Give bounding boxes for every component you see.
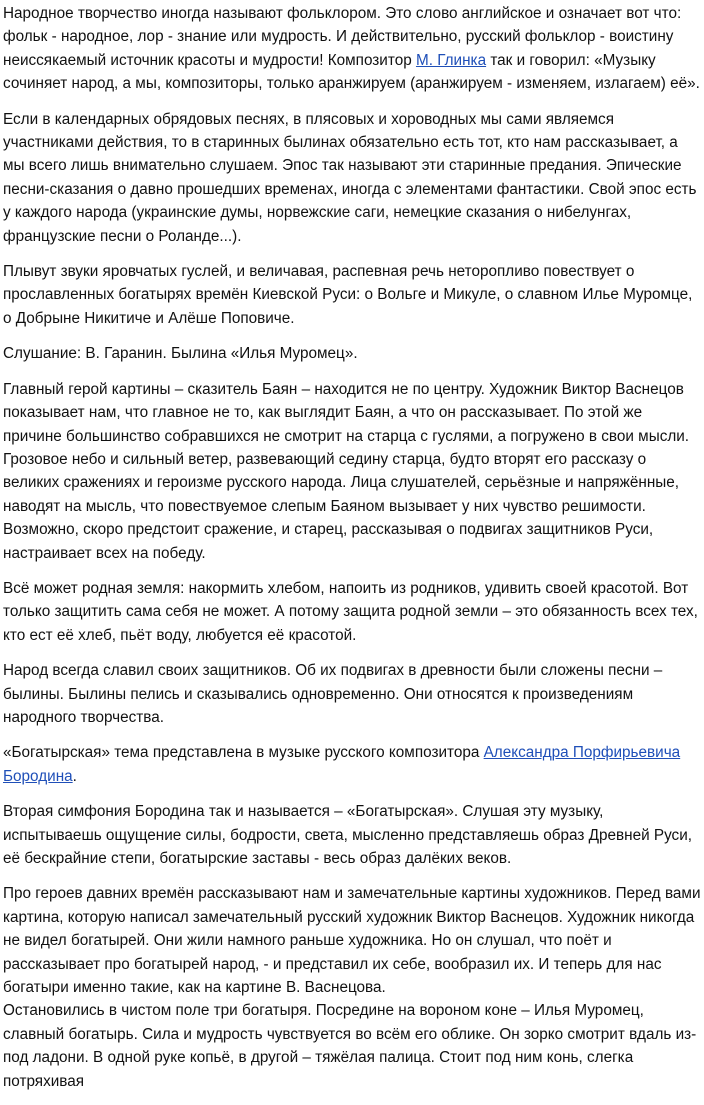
paragraph xyxy=(3,378,702,448)
paragraph-text: Всё может родная земля: накормить хлебом, напоить из родников, удивить своей красотой. Вот только защитить сама себя не может. А потому защита родной земли – это обязанность всех тех, кто ест её хлеб, пьёт воду, любуется её красотой. xyxy=(3,579,698,644)
hyperlink[interactable]: М. Глинка xyxy=(415,51,487,69)
paragraph xyxy=(3,999,702,1093)
paragraph-text: Плывут звуки яровчатых гуслей, и величавая, распевная речь неторопливо повествует о прославленных богатырях времён Киевской Руси: о Вольге и Микуле, о славном Илье Муромце, о Добрыне Никитиче и Алёше Поповиче. xyxy=(3,263,693,327)
paragraph xyxy=(3,108,702,248)
paragraph xyxy=(3,882,702,999)
paragraph xyxy=(3,448,702,565)
paragraph xyxy=(3,659,702,729)
paragraph xyxy=(3,741,702,788)
paragraph-text: Народ всегда славил своих защитников. Об их подвигах в древности были сложены песни – былины. Былины пелись и сказывались одновременно. Они относятся к произведениям народного творчества. xyxy=(3,662,663,726)
paragraph-text: Грозовое небо и сильный ветер, развевающий седину старца, будто вторят его рассказу о великих сражениях и героизме русского народа. Лица слушателей, серьёзные и напряжённые, наводят на мысль, что повествуемое слепым Баяном вызывает у них чувство решимости. Возможно, скоро предстоит сражение, и старец, рассказывая о подвигах защитников Руси, настраивает всех на победу. xyxy=(3,450,680,562)
paragraph-text: . xyxy=(72,767,77,785)
paragraph-text: Вторая симфония Бородина так и называется – «Богатырская». Слушая эту музыку, испытываешь ощущение силы, бодрости, света, мысленно представляешь образ Древней Руси, её бескрайние степи, богатырские заставы - весь образ далёких веков. xyxy=(3,803,693,867)
paragraph-text: так и говорил: «Музыку сочиняет народ, а мы, композиторы, только аранжируем (аранжируем - изменяем, излагаем) её». xyxy=(3,51,700,93)
paragraph xyxy=(3,342,702,365)
hyperlink[interactable]: Александра Порфирьевича Бородина xyxy=(3,744,681,785)
paragraph xyxy=(3,800,702,870)
paragraph-text: Про героев давних времён рассказывают нам и замечательные картины художников. Перед вами картина, которую написал замечательный русский художник Виктор Васнецов. Художник никогда не видел богатырей. Они жили намного раньше художника. Но он слушал, что поёт и рассказывает про богатырей народ, - и представил их себе, вообразил их. И теперь для нас богатыри именно такие, как на картине В. Васнецова. xyxy=(3,885,701,997)
paragraph-text: Если в календарных обрядовых песнях, в плясовых и хороводных мы сами являемся участниками действия, то в старинных былинах обязательно есть тот, кто нам рассказывает, а мы всего лишь внимательно слушаем. Эпос так называют эти старинные предания. Эпические песни-сказания о давно прошедших временах, иногда с элементами фантастики. Свой эпос есть у каждого народа (украинские думы, норвежские саги, немецкие сказания о нибелунгах, французские песни о Роланде...). xyxy=(3,110,697,245)
paragraph-text: «Богатырская» тема представлена в музыке русского композитора xyxy=(3,744,484,762)
paragraph xyxy=(3,2,702,96)
paragraph-text: Остановились в чистом поле три богатыря. Посредине на вороном коне – Илья Муромец, славный богатырь. Сила и мудрость чувствуется во всём его облике. Он зорко смотрит вдаль из-под ладони. В одной руке копьё, в другой – тяжёлая палица. Стоит под ним конь, слегка потряхивая xyxy=(3,1002,697,1090)
paragraph-text: Слушание: В. Гаранин. Былина «Илья Муромец». xyxy=(3,345,358,363)
paragraph-text: Главный герой картины – сказитель Баян – находится не по центру. Художник Виктор Васнецов показывает нам, что главное не то, как выглядит Баян, а что он рассказывает. По этой же причине большинство собравшихся не смотрит на старца с гуслями, а погружено в свои мысли. xyxy=(3,380,690,445)
paragraph-text: Народное творчество иногда называют фольклором. Это слово английское и означает вот что: фольк - народное, лор - знание или мудрость. И действительно, русский фольклор - воистину неиссякаемый источник красоты и мудрости! Композитор xyxy=(3,5,682,69)
paragraph xyxy=(3,260,702,330)
paragraph xyxy=(3,577,702,647)
